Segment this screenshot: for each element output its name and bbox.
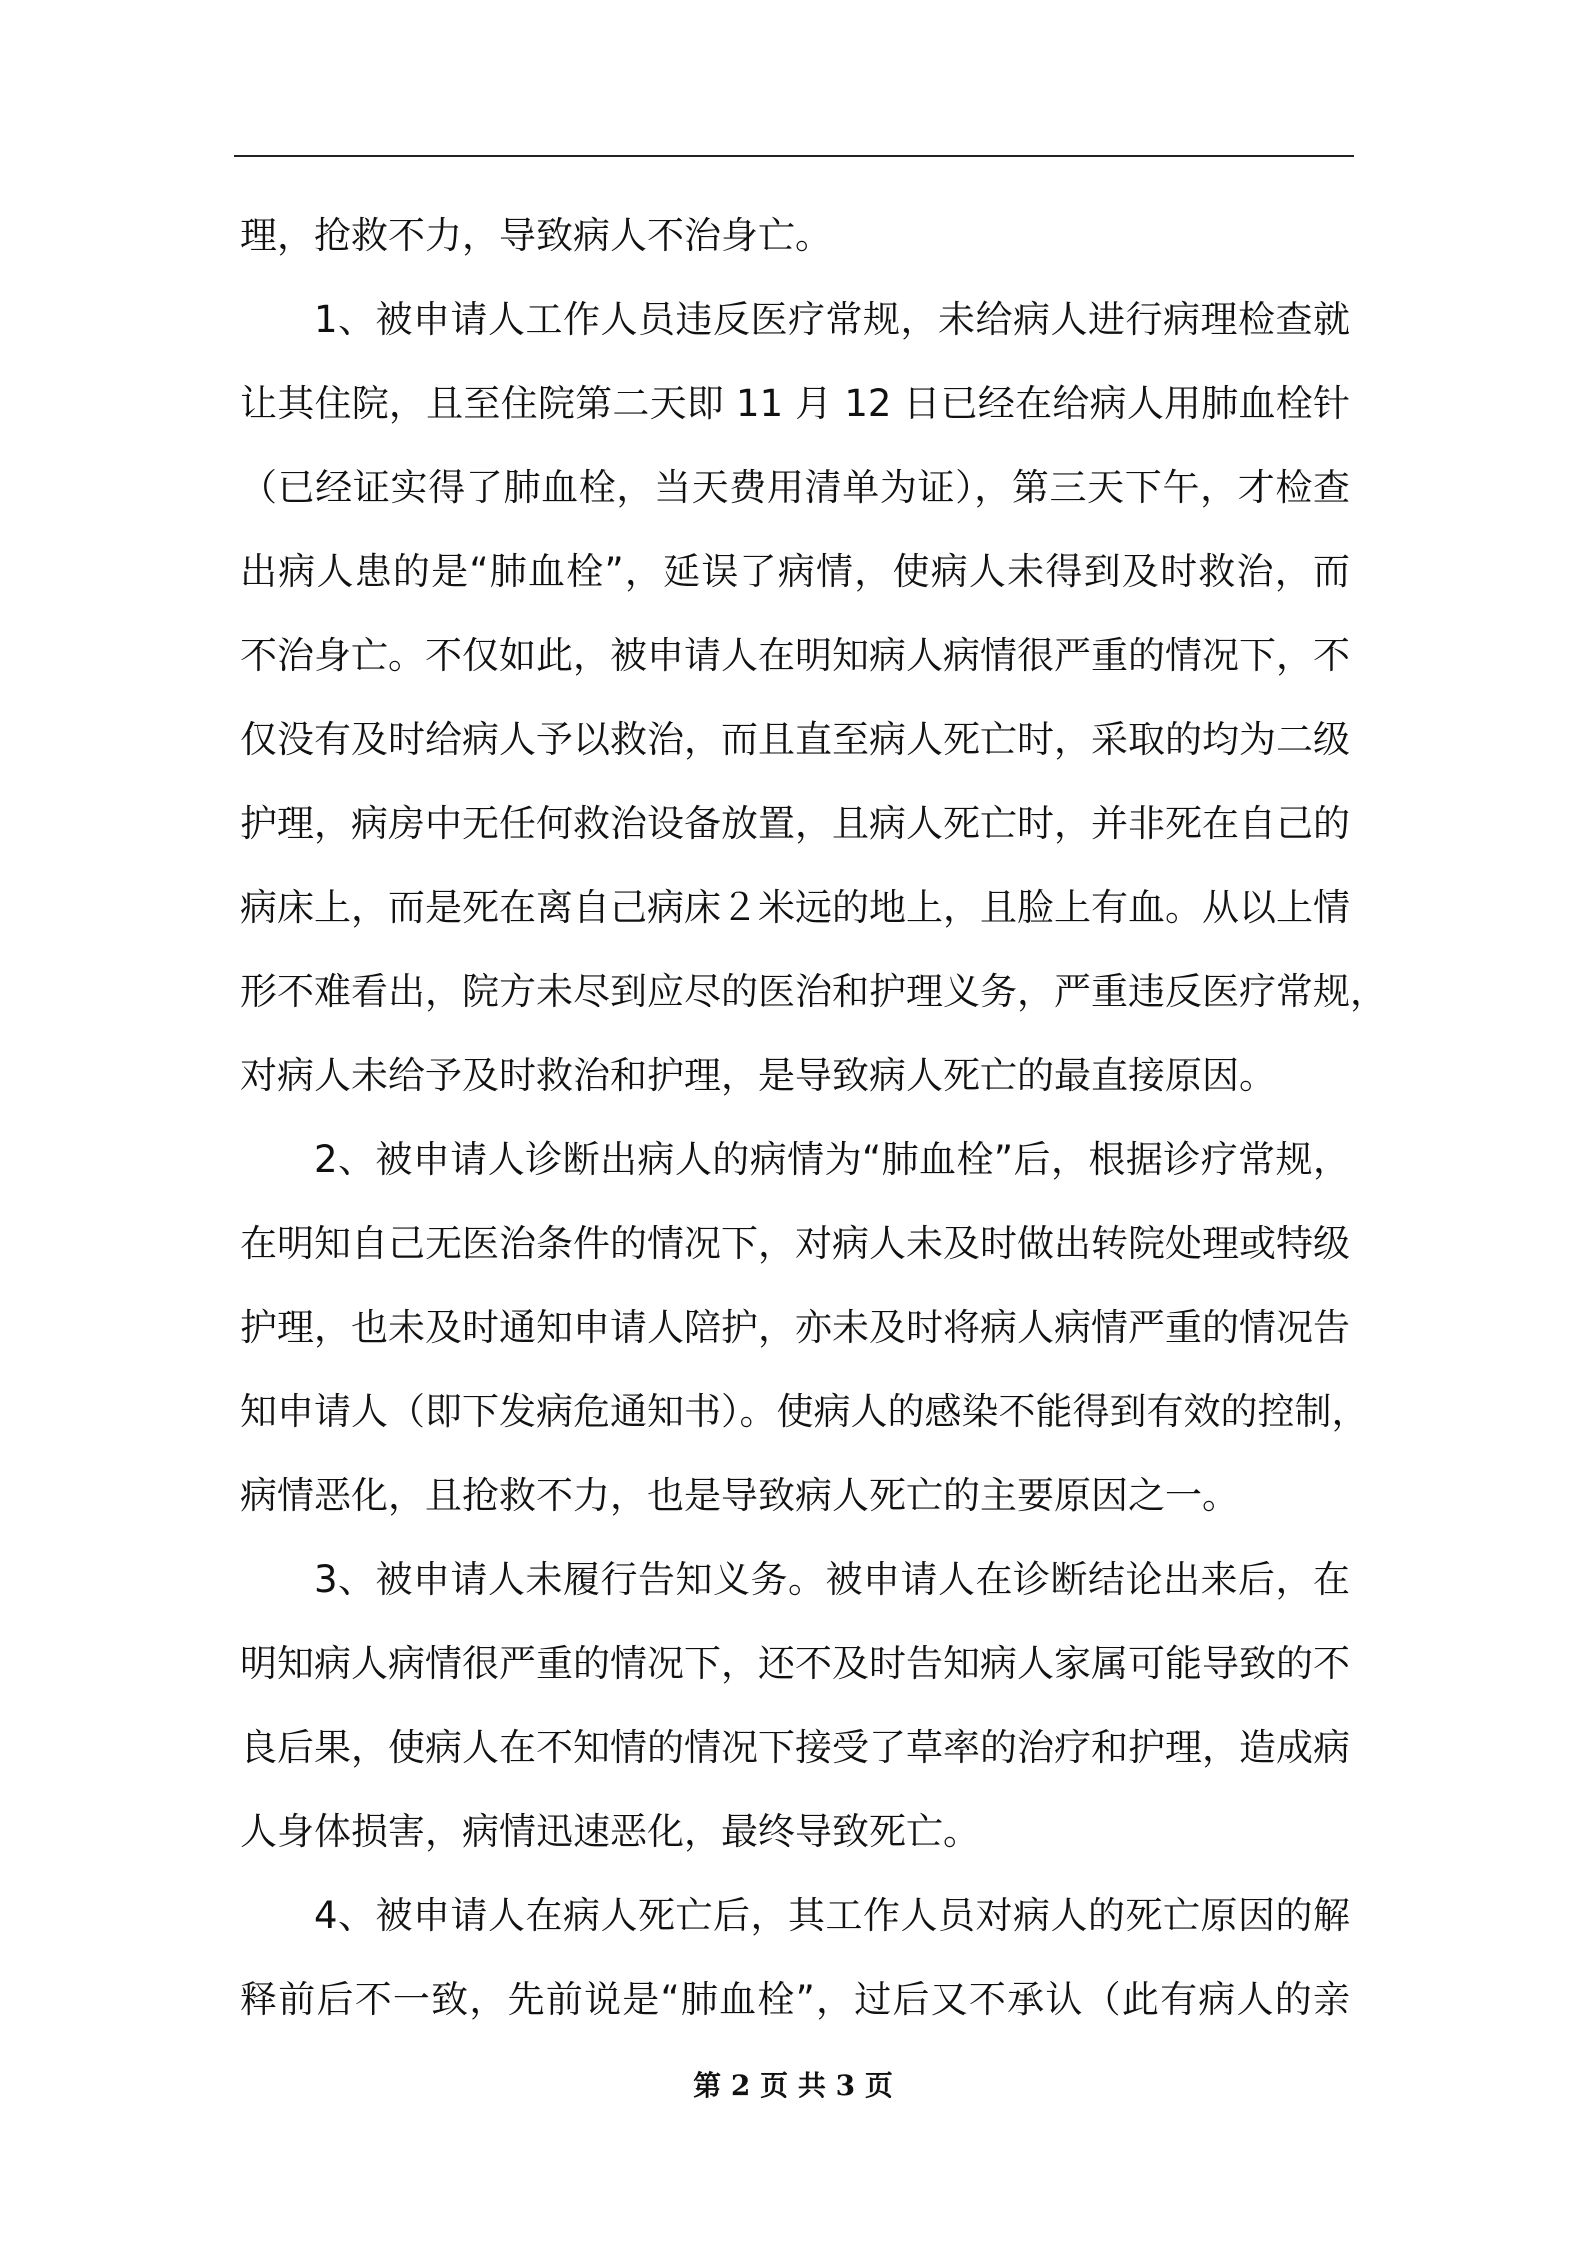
text-line: 仅没有及时给病人予以救治，而且直至病人死亡时，采取的均为二级 xyxy=(240,718,1350,761)
text-line: 人身体损害，病情迅速恶化，最终导致死亡。 xyxy=(240,1810,980,1853)
text-line: 3、被申请人未履行告知义务。被申请人在诊断结论出来后，在 xyxy=(314,1558,1350,1601)
text-line: 释前后不一致，先前说是“肺血栓”，过后又不承认（此有病人的亲 xyxy=(240,1978,1350,2021)
document-body xyxy=(240,194,1387,2042)
text-line: 病情恶化，且抢救不力，也是导致病人死亡的主要原因之一。 xyxy=(240,1474,1239,1517)
text-line: 病床上，而是死在离自己病床２米远的地上，且脸上有血。从以上情 xyxy=(240,886,1350,929)
text-line: 让其住院，且至住院第二天即 11 月 12 日已经在给病人用肺血栓针 xyxy=(240,382,1350,425)
text-line: 理，抢救不力，导致病人不治身亡。 xyxy=(240,214,832,257)
header-rule xyxy=(234,155,1354,157)
text-line: 护理，病房中无任何救治设备放置，且病人死亡时，并非死在自己的 xyxy=(240,802,1350,845)
text-line: 4、被申请人在病人死亡后，其工作人员对病人的死亡原因的解 xyxy=(314,1894,1350,1937)
text-line: 良后果，使病人在不知情的情况下接受了草率的治疗和护理，造成病 xyxy=(240,1726,1350,1769)
text-line: 出病人患的是“肺血栓”，延误了病情，使病人未得到及时救治，而 xyxy=(240,550,1350,593)
text-line: 护理，也未及时通知申请人陪护，亦未及时将病人病情严重的情况告 xyxy=(240,1306,1350,1349)
page-number: 第 2 页 共 3 页 xyxy=(693,2069,893,2102)
text-line: （已经证实得了肺血栓，当天费用清单为证），第三天下午，才检查 xyxy=(240,466,1350,509)
text-line: 知申请人（即下发病危通知书）。使病人的感染不能得到有效的控制， xyxy=(240,1390,1369,1433)
text-line: 在明知自己无医治条件的情况下，对病人未及时做出转院处理或特级 xyxy=(240,1222,1350,1265)
text-line: 对病人未给予及时救治和护理，是导致病人死亡的最直接原因。 xyxy=(240,1054,1276,1097)
text-line: 明知病人病情很严重的情况下，还不及时告知病人家属可能导致的不 xyxy=(240,1642,1350,1685)
text-line: 1、被申请人工作人员违反医疗常规，未给病人进行病理检查就 xyxy=(314,298,1350,341)
text-line: 2、被申请人诊断出病人的病情为“肺血栓”后，根据诊疗常规， xyxy=(314,1138,1350,1181)
text-line: 形不难看出，院方未尽到应尽的医治和护理义务，严重违反医疗常规， xyxy=(240,970,1387,1013)
text-line: 不治身亡。不仅如此，被申请人在明知病人病情很严重的情况下，不 xyxy=(240,634,1350,677)
